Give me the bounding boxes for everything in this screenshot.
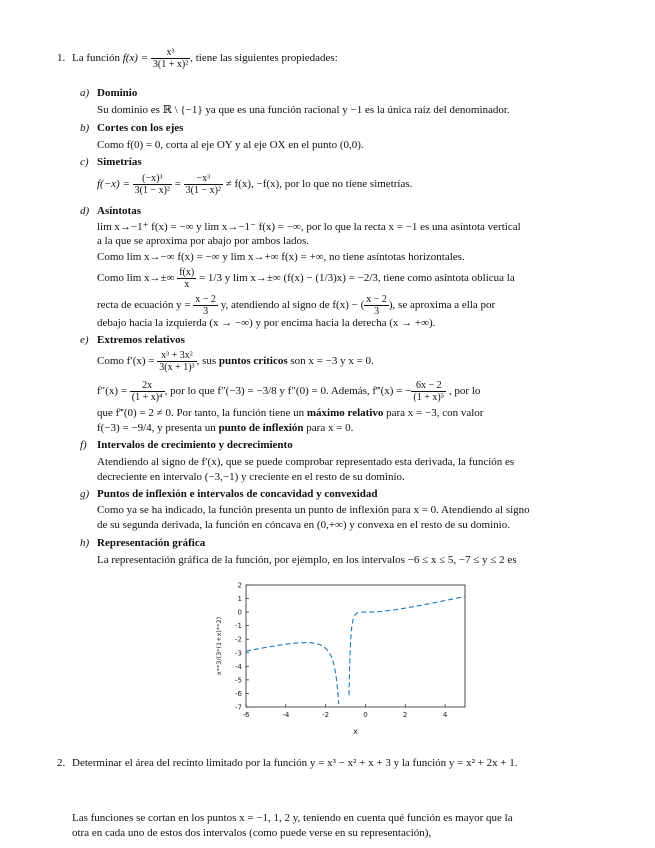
e-line-4-a: f(−3) = −9/4, y presenta un bbox=[97, 422, 219, 434]
function-plot bbox=[207, 580, 477, 740]
e-line-1-a: Como f′(x) = bbox=[97, 355, 158, 367]
y-tick-label-7: -5 bbox=[235, 676, 242, 685]
d-line-4 bbox=[97, 264, 515, 292]
y-tick-label-4: -2 bbox=[235, 635, 242, 644]
y-tick-label-3: -1 bbox=[235, 622, 242, 631]
e-line-1-b: , sus bbox=[196, 355, 219, 367]
intro-fraction bbox=[151, 47, 190, 70]
c-frac-2 bbox=[184, 173, 223, 196]
d-line-4-a: Como lim x→±∞ bbox=[97, 272, 178, 284]
c-frac-1-den: 3(1 − x)² bbox=[134, 184, 170, 196]
x-tick-label-1: -4 bbox=[282, 711, 290, 719]
section-a-title: Dominio bbox=[97, 87, 138, 99]
d-line-5-frac bbox=[193, 294, 218, 317]
d-line-4-den: x bbox=[184, 278, 190, 290]
section-f-label: f) bbox=[80, 439, 87, 451]
intro-text-b: , tiene las siguientes propiedades: bbox=[190, 52, 338, 64]
e-line-2-a: f″(x) = bbox=[97, 385, 130, 397]
f-line-2: decreciente en intervalo (−3,−1) y creciente en el resto de su dominio. bbox=[97, 471, 405, 483]
f-line-1: Atendiendo al signo de f′(x), que se puede comprobar representado esta derivada, la función es bbox=[97, 456, 515, 468]
x-tick-label-4: 2 bbox=[403, 711, 408, 719]
plot-frame bbox=[246, 585, 465, 707]
section-d-label: d) bbox=[80, 205, 90, 217]
g-line-1: Como ya se ha indicado, la función presenta un punto de inflexión para x = 0. Atendiendo al signo bbox=[97, 504, 530, 516]
c-frac-2-num: −x³ bbox=[184, 173, 223, 185]
y-axis-label: x**3/(3*(1+x)**2) bbox=[215, 616, 223, 676]
section-b-text: Como f(0) = 0, corta al eje OY y al eje OX en el punto (0,0). bbox=[97, 139, 364, 151]
problem-1-intro bbox=[72, 44, 338, 72]
e-line-1-num: x³ + 3x² bbox=[157, 350, 196, 362]
section-e-title: Extremos relativos bbox=[97, 334, 185, 346]
e-line-2-den: (1 + x)⁴ bbox=[131, 391, 163, 403]
section-b-title: Cortes con los ejes bbox=[97, 122, 184, 134]
d-line-6: debajo hacia la izquierda (x → −∞) y por encima hacia la derecha (x → +∞). bbox=[97, 317, 436, 329]
d-line-1: lim x→−1⁺ f(x) = −∞ y lim x→−1⁻ f(x) = −∞, por lo que la recta x = −1 es una asíntota vertical bbox=[97, 221, 521, 233]
d-line-5 bbox=[97, 291, 495, 319]
intro-frac-den: 3(1 + x)² bbox=[152, 58, 189, 70]
d-line-4-num: f(x) bbox=[179, 266, 195, 278]
e-line-2-num: 2x bbox=[130, 380, 165, 392]
y-tick-label-8: -6 bbox=[235, 689, 242, 698]
e-line-2-frac-2 bbox=[411, 380, 446, 403]
problem-2-text: Determinar el área del recinto limitado por la función y = x³ − x² + x + 3 y la función y = x² + 2x + 1. bbox=[72, 757, 518, 769]
d-line-5-num: x − 2 bbox=[195, 293, 216, 305]
section-c-title: Simetrías bbox=[97, 156, 142, 168]
section-b-label: b) bbox=[80, 122, 90, 134]
e-line-3-bold: máximo relativo bbox=[306, 407, 384, 419]
e-line-2-num-2: 6x − 2 bbox=[411, 380, 446, 392]
y-tick-label-6: -4 bbox=[235, 662, 242, 671]
c-tail: ≠ f(x), −f(x), por lo que no tiene simetrías. bbox=[222, 178, 413, 190]
intro-text-a: La función bbox=[72, 52, 123, 64]
e-line-1-c: son x = −3 y x = 0. bbox=[287, 355, 374, 367]
e-line-1 bbox=[97, 347, 374, 375]
x-tick-label-2: -2 bbox=[322, 711, 330, 719]
problem-2-number: 2. bbox=[57, 757, 66, 769]
e-line-4 bbox=[97, 421, 353, 435]
intro-fx: f(x) = bbox=[122, 52, 151, 64]
d-line-5-den-2: 3 bbox=[374, 305, 380, 317]
d-line-3: Como lim x→−∞ f(x) = −∞ y lim x→+∞ f(x) = +∞, no tiene asíntotas horizontales. bbox=[97, 251, 465, 263]
e-line-4-bold: punto de inflexión bbox=[218, 422, 304, 434]
d-line-5-c: ), se aproxima a ella por bbox=[388, 299, 496, 311]
d-line-5-a: recta de ecuación y = bbox=[97, 299, 194, 311]
e-line-2-den-2: (1 + x)⁵ bbox=[413, 391, 445, 403]
section-c-label: c) bbox=[80, 156, 89, 168]
c-eq: = bbox=[171, 178, 184, 190]
y-tick-label-9: -7 bbox=[235, 703, 242, 712]
e-line-1-frac bbox=[157, 350, 196, 373]
section-e-label: e) bbox=[80, 334, 89, 346]
section-h-title: Representación gráfica bbox=[97, 537, 206, 549]
c-frac-2-den: 3(1 − x)² bbox=[185, 184, 221, 196]
e-line-1-den: 3(x + 1)³ bbox=[159, 361, 195, 373]
y-tick-label-1: 1 bbox=[237, 595, 242, 604]
e-line-3-b: para x = −3, con valor bbox=[383, 407, 484, 419]
section-h-label: h) bbox=[80, 537, 90, 549]
d-line-5-frac-2 bbox=[364, 294, 389, 317]
section-f-title: Intervalos de crecimiento y decrecimiento bbox=[97, 439, 293, 451]
d-line-5-den: 3 bbox=[203, 305, 209, 317]
e-line-3-a: que f‴(0) = 2 ≠ 0. Por tanto, la función tiene un bbox=[97, 407, 307, 419]
e-line-1-bold: puntos críticos bbox=[218, 355, 288, 367]
d-line-4-b: = 1/3 y lim x→±∞ (f(x) − (1/3)x) = −2/3, tiene como asíntota oblicua la bbox=[196, 272, 515, 284]
section-g-label: g) bbox=[80, 488, 90, 500]
x-tick-label-0: -6 bbox=[242, 711, 250, 719]
series-right-branch bbox=[349, 596, 465, 695]
d-line-2: a la que se aproxima por abajo por ambos lados. bbox=[97, 235, 309, 247]
e-line-2-b: , por lo que f″(−3) = −3/8 y f″(0) = 0. Además, f‴(x) = − bbox=[164, 385, 412, 397]
section-a-text: Su dominio es ℝ \ {−1} ya que es una función racional y −1 es la única raíz del denominador. bbox=[97, 104, 510, 116]
problem-2-para-line-1: Las funciones se cortan en los puntos x = −1, 1, 2 y, teniendo en cuenta qué función es mayor que la bbox=[72, 812, 513, 824]
y-tick-label-0: 2 bbox=[237, 581, 242, 590]
y-tick-label-2: 0 bbox=[237, 608, 242, 617]
c-frac-1-num: (−x)³ bbox=[133, 173, 172, 185]
x-axis-label: x bbox=[353, 727, 358, 736]
section-g-title: Puntos de inflexión e intervalos de concavidad y convexidad bbox=[97, 488, 378, 500]
g-line-2: de su segunda derivada, la función en cóncava en (0,+∞) y convexa en el resto de su dominio. bbox=[97, 519, 510, 531]
e-line-2 bbox=[97, 377, 480, 405]
d-line-4-frac bbox=[177, 267, 196, 290]
d-line-5-b: y, atendiendo al signo de f(x) − ( bbox=[217, 299, 365, 311]
d-line-5-num-2: x − 2 bbox=[366, 293, 387, 305]
section-c-formula bbox=[97, 170, 412, 198]
series-left-branch bbox=[246, 643, 339, 704]
c-lhs: f(−x) = bbox=[97, 178, 133, 190]
section-a-label: a) bbox=[80, 87, 90, 99]
x-tick-label-5: 4 bbox=[442, 711, 448, 719]
e-line-4-b: para x = 0. bbox=[303, 422, 354, 434]
problem-2-para-line-2: otra en cada uno de estos dos intervalos (como puede verse en su representación), bbox=[72, 827, 432, 839]
x-tick-label-3: 0 bbox=[363, 711, 368, 719]
intro-frac-num: x³ bbox=[151, 47, 190, 59]
c-frac-1 bbox=[133, 173, 172, 196]
section-d-title: Asíntotas bbox=[97, 205, 142, 217]
h-line-1: La representación gráfica de la función, por ejemplo, en los intervalos −6 ≤ x ≤ 5, −7 ≤ y ≤ 2 es bbox=[97, 554, 517, 566]
e-line-2-c: , por lo bbox=[446, 385, 481, 397]
problem-1-number: 1. bbox=[57, 52, 66, 64]
e-line-2-frac bbox=[130, 380, 165, 403]
y-tick-label-5: -3 bbox=[235, 649, 242, 658]
e-line-3 bbox=[97, 406, 483, 420]
